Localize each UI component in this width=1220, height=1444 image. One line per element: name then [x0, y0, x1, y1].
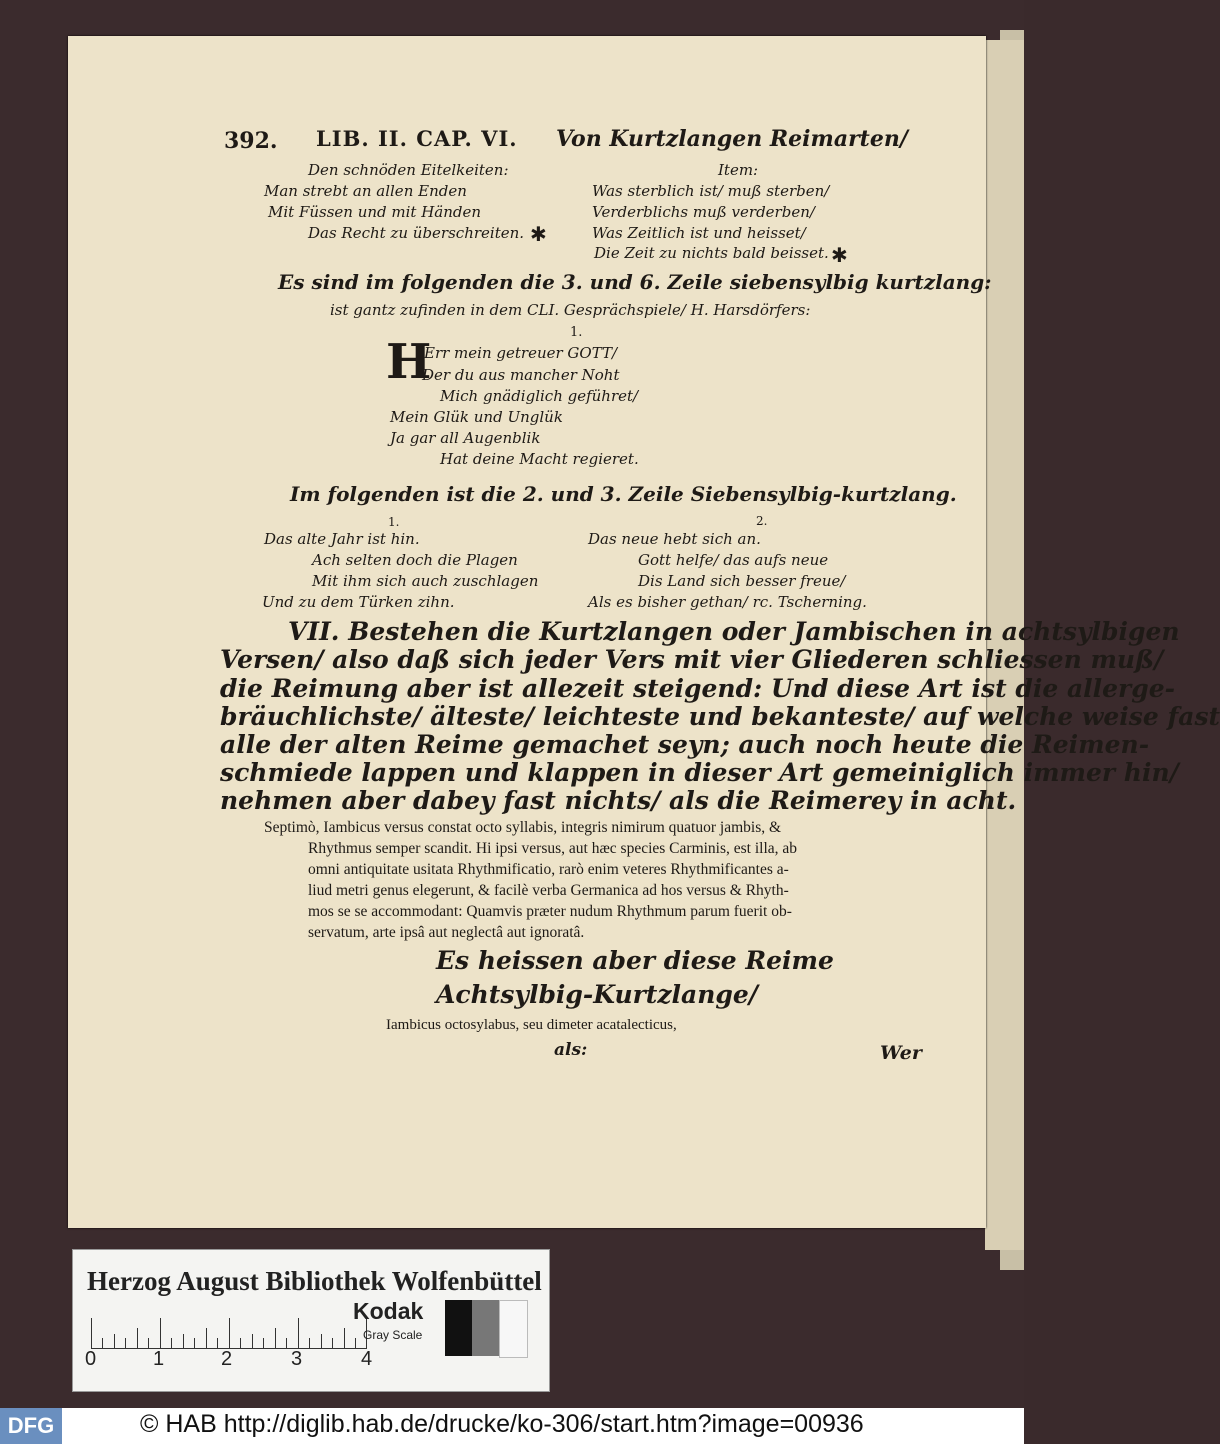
running-title: Von Kurtzlangen Reimarten/ [556, 126, 908, 152]
verse-line: Gott helfe/ das aufs neue [638, 551, 829, 569]
verse-line: Das Recht zu überschreiten. [308, 224, 525, 242]
ruler-number: 2 [221, 1348, 233, 1370]
stanza-number: 1. [570, 325, 583, 340]
section-subheading: ist gantz zufinden in dem CLI. Gesprächspiele/ H. Harsdörfers: [330, 301, 811, 319]
section-heading: Es sind im folgenden die 3. und 6. Zeile siebensylbig kurtzlang: [278, 270, 992, 294]
ruler [91, 1312, 367, 1349]
ruler-number: 0 [85, 1348, 97, 1370]
verse-line: Item: [718, 161, 759, 179]
paragraph-line: die Reimung aber ist allezeit steigend: Und diese Art ist die allerge- [220, 674, 1175, 703]
verse-line: Verderblichs muß verderben/ [592, 203, 815, 221]
paragraph-line: Versen/ also daß sich jeder Vers mit vier Gliederen schliessen muß/ [220, 645, 1164, 674]
latin-line: servatum, arte ipsâ aut neglectâ aut ignoratâ. [308, 924, 585, 941]
latin-line: Septimò, Iambicus versus constat octo syllabis, integris nimirum quatuor jambis, & [264, 819, 782, 836]
verse-line: Das neue hebt sich an. [588, 530, 761, 548]
kodak-logo: Kodak [353, 1298, 424, 1324]
latin-line: liud metri genus elegerunt, & facilè verba Germanica ad hos versus & Rhyth- [308, 882, 789, 899]
color-scale-card [72, 1249, 550, 1392]
verse-line: Ja gar all Augenblik [390, 429, 541, 447]
ruler-number: 4 [361, 1348, 373, 1370]
paragraph-line: alle der alten Reime gemachet seyn; auch noch heute die Reimen- [220, 730, 1150, 759]
book-page [68, 36, 1220, 1228]
verse-line: Was Zeitlich ist und heisset/ [592, 224, 806, 242]
asterisk-mark: ✱ [831, 243, 848, 267]
paragraph-line: nehmen aber dabey fast nichts/ als die Reimerey in acht. [220, 786, 1017, 815]
running-head: LIB. II. CAP. VI. [316, 126, 518, 151]
paragraph-line: bräuchlichste/ älteste/ leichteste und bekanteste/ auf welche weise fast [220, 702, 1220, 731]
ruler-number: 1 [153, 1348, 165, 1370]
verse-line: Dis Land sich besser freue/ [638, 572, 846, 590]
latin-line: omni antiquitate usitata Rhythmificatio, rarò enim veteres Rhythmificantes a- [308, 861, 789, 878]
verse-line: Der du aus mancher Noht [422, 366, 620, 384]
dfg-logo: DFG [0, 1408, 62, 1444]
verse-line: Hat deine Macht regieret. [440, 450, 639, 468]
gray-patch-mid [472, 1300, 499, 1356]
page-number: 392. [224, 128, 278, 154]
ruler-number: 3 [291, 1348, 303, 1370]
gray-patch-black [445, 1300, 472, 1356]
drop-initial: H [386, 334, 432, 390]
stanza-number: 1. [388, 515, 400, 529]
verse-line: Mit Füssen und mit Händen [268, 203, 482, 221]
verse-line: Ach selten doch die Plagen [312, 551, 518, 569]
verse-line: Den schnöden Eitelkeiten: [308, 161, 509, 179]
stanza-number: 2. [756, 514, 768, 528]
verse-line: Was sterblich ist/ muß sterben/ [592, 182, 830, 200]
verse-line: Das alte Jahr ist hin. [264, 530, 420, 548]
latin-line: Rhythmus semper scandit. Hi ipsi versus, aut hæc species Carminis, est illa, ab [308, 840, 798, 857]
asterisk-mark: ✱ [530, 222, 547, 246]
library-name: Herzog August Bibliothek Wolfenbüttel [87, 1266, 542, 1296]
section-heading: Im folgenden ist die 2. und 3. Zeile Siebensylbig-kurtzlang. [290, 482, 957, 506]
latin-line: mos se se accommodant: Quamvis præter nudum Rhythmum parum fuerit ob- [308, 903, 792, 920]
copyright-link[interactable]: © HAB http://diglib.hab.de/drucke/ko-306/start.htm?image=00936 [140, 1410, 864, 1438]
gray-patch-white [499, 1300, 528, 1358]
verse-line: Mit ihm sich auch zuschlagen [312, 572, 539, 590]
paragraph-line: schmiede lappen und klappen in dieser Art gemeiniglich immer hin/ [220, 758, 1179, 787]
section-heading: Es heissen aber diese Reime [436, 946, 834, 975]
verse-line: Die Zeit zu nichts bald beisset. [594, 244, 829, 262]
verse-line: Und zu dem Türken zihn. [262, 593, 455, 611]
verse-line: Als es bisher gethan/ rc. Tscherning. [588, 593, 867, 611]
verse-line: Mich gnädiglich geführet/ [440, 387, 639, 405]
paragraph-line: VII. Bestehen die Kurtzlangen oder Jambischen in achtsylbigen [288, 617, 1180, 646]
verse-line: Err mein getreuer GOTT/ [424, 344, 618, 362]
kodak-subtitle: Gray Scale [363, 1328, 423, 1342]
verse-line: Man strebt an allen Enden [264, 182, 467, 200]
catchword: Wer [880, 1042, 922, 1064]
section-heading: Achtsylbig-Kurtzlange/ [436, 980, 758, 1009]
als-word: als: [554, 1040, 588, 1060]
latin-caption: Iambicus octosylabus, seu dimeter acatalecticus, [386, 1017, 677, 1033]
verse-line: Mein Glük und Unglük [390, 408, 563, 426]
